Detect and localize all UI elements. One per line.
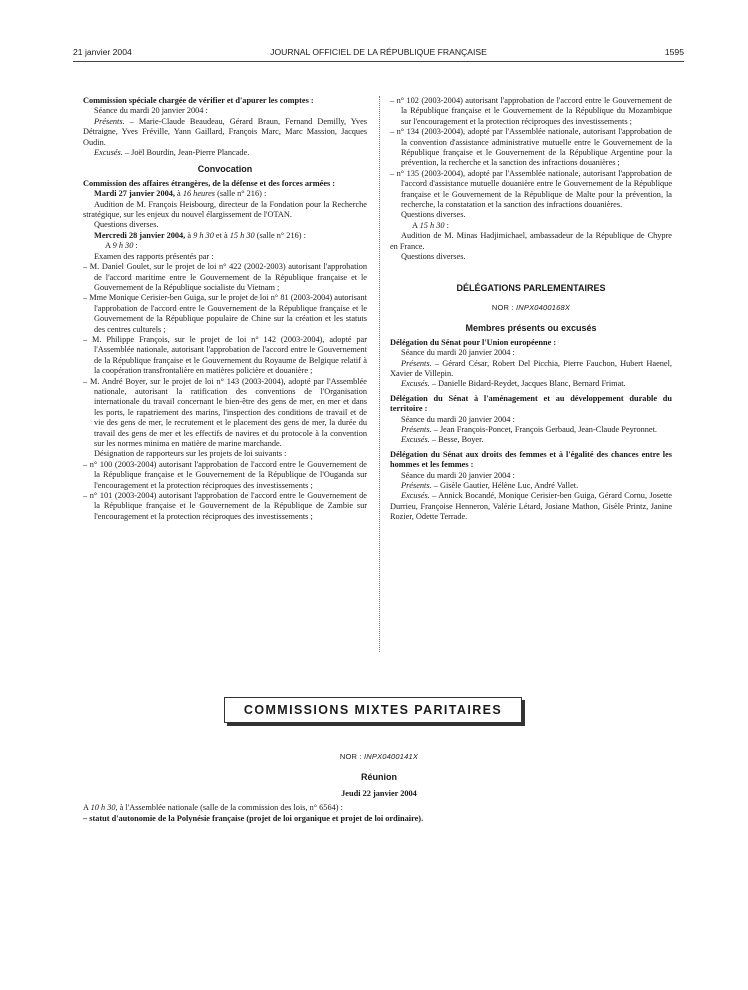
mercredi-room: (salle n° 216) : — [254, 230, 306, 240]
projet-item: – n° 100 (2003-2004) autorisant l'approbation de l'accord entre le Gouvernement de la République française et le Gouvernement de la République de l'Ouganda sur l'encouragement et la protection réciproques des investissements ; — [83, 459, 367, 490]
commissions-mixtes-paritaires-box — [224, 697, 522, 723]
excuses-label: Excusés. — [401, 435, 430, 445]
membres-heading: Membres présents ou excusés — [465, 323, 597, 334]
delegation-presents — [390, 359, 672, 380]
commissions-mixtes-paritaires-title: COMMISSIONS MIXTES PARITAIRES — [243, 702, 503, 717]
commission-speciale-presents — [83, 117, 367, 148]
presents-label: Présents. — [401, 481, 432, 490]
delegation-presents — [390, 425, 672, 435]
nor-label: NOR : — [339, 752, 364, 761]
convocation-heading: Convocation — [197, 164, 253, 175]
mardi-line — [83, 189, 367, 199]
mercredi-date: Mercredi 28 janvier 2004, — [94, 230, 186, 240]
delegation-seance: Séance du mardi 20 janvier 2004 : — [401, 414, 515, 424]
mardi-sep: à — [174, 189, 183, 199]
mardi-room: (salle n° 216) : — [215, 189, 267, 199]
excuses-names: – Danielle Bidard-Reydet, Jacques Blanc, Bernard Frimat. — [429, 379, 626, 389]
reunion-heading: Réunion — [361, 772, 397, 783]
a-1530-line — [390, 221, 672, 231]
a-930-time: 9 h 30 — [112, 241, 134, 251]
presents-names: – Marie-Claude Beaudeau, Gérard Braun, Fernand Demilly, Yves Détraigne, Yves Fréville, Yann Gaillard, François Marc, Marc Massion, Jacques Oudin. — [83, 116, 367, 147]
reunion-time: 10 h 30 — [90, 803, 116, 813]
excuses-label: Excusés. — [401, 379, 430, 389]
rapport-item: – M. Daniel Goulet, sur le projet de loi n° 422 (2002-2003) autorisant l'approbation de l'accord maritime entre le Gouvernement de la République française et le Gouvernement de la République socialiste du Vietnam ; — [83, 262, 367, 292]
presents-label: Présents. — [401, 358, 432, 368]
left-column — [83, 96, 367, 522]
delegation-title: Délégation du Sénat aux droits des femmes et à l'égalité des chances entre les hommes et les femmes : — [390, 449, 672, 470]
rapport-item: – M. André Boyer, sur le projet de loi n° 143 (2003-2004), adopté par l'Assemblée nationale, autorisant la ratification des conventions de l'Organisation internationale du travail concernant le bien-être des gens de mer, en mer et dans les ports, le rapatriement des marins, l'inspection des conditions de travail et de vie des gens de mer, le recrutement et le placement des gens de mer, la durée du travail des gens de mer et les effectifs de navires et du protocole à la convention sur les normes minima en matière de marine marchande. — [83, 376, 367, 448]
a-930-prefix: A — [105, 241, 113, 251]
presents-names: – Gisèle Gautier, Hélène Luc, André Vallet. — [431, 481, 579, 490]
nor-line-2 — [83, 752, 675, 762]
affaires-etrangeres-title: Commission des affaires étrangères, de la défense et des forces armées : — [83, 178, 336, 188]
commission-speciale-excuses — [83, 148, 367, 158]
mercredi-line — [83, 231, 367, 241]
excuses-names: – Joël Bourdin, Jean-Pierre Plancade. — [122, 148, 250, 158]
delegation-title: Délégation du Sénat à l'aménagement et au développement durable du territoire : — [390, 393, 672, 414]
excuses-label: Excusés. — [401, 491, 430, 501]
commission-speciale-seance: Séance du mardi 20 janvier 2004 : — [94, 106, 208, 116]
projet-item: – n° 134 (2003-2004), adopté par l'Assemblée nationale, autorisant l'approbation de la convention d'assistance administrative mutuelle entre le Gouvernement de la République française et le Gouvernement de la République Argentine pour la prévention, la recherche et la sanction des infractions douanières ; — [390, 127, 672, 168]
delegation-seance: Séance du mardi 20 janvier 2004 : — [401, 470, 515, 480]
delegations-heading: DÉLÉGATIONS PARLEMENTAIRES — [456, 282, 606, 293]
header-title: JOURNAL OFFICIEL DE LA RÉPUBLIQUE FRANÇAISE — [270, 47, 487, 57]
rapport-item: – Mme Monique Cerisier-ben Guiga, sur le projet de loi n° 81 (2003-2004) autorisant l'approbation de l'accord entre le Gouvernement de la République française et le Gouvernement de la République populaire de Chine sur la création et les statuts des centres culturels ; — [83, 293, 367, 334]
excuses-names: – Besse, Boyer. — [429, 435, 484, 445]
rapport-item: – M. Philippe François, sur le projet de loi n° 142 (2003-2004), adopté par l'Assemblée nationale, autorisant l'approbation de l'accord entre le Gouvernement de la République française et le Gouvernement du Royaume de Belgique relatif à la coopération transfrontalière en matières policière et douanière ; — [83, 334, 367, 376]
reunion-date: Jeudi 22 janvier 2004 — [341, 788, 417, 798]
mardi-date: Mardi 27 janvier 2004, — [94, 189, 175, 199]
examen-line: Examen des rapports présentés par : — [94, 251, 214, 261]
questions-diverses-1: Questions diverses. — [94, 220, 159, 230]
page-header — [73, 47, 684, 61]
questions-diverses-2: Questions diverses. — [401, 210, 466, 220]
mardi-time: 16 heures — [182, 189, 215, 199]
bottom-section — [83, 752, 675, 824]
mercredi-time-2: 15 h 30 — [229, 230, 255, 240]
mercredi-time-1: 9 h 30 — [193, 230, 214, 240]
nor-code: INPX0400168X — [516, 302, 571, 312]
delegation-presents — [390, 481, 672, 491]
presents-names: – Gérard César, Robert Del Picchia, Pierre Fauchon, Hubert Haenel, Xavier de Villepin. — [390, 358, 672, 378]
audition-heisbourg: Audition de M. François Heisbourg, directeur de la Fondation pour la Recherche stratégique, sur les enjeux du nouvel élargissement de l'OTAN. — [83, 199, 367, 220]
delegation-block — [390, 394, 672, 446]
projet-item: – n° 101 (2003-2004) autorisant l'approbation de l'accord entre le Gouvernement de la République française et le Gouvernement de la République de Zambie sur l'encouragement et la protection réciproques des investissements ; — [83, 491, 367, 521]
reunion-prefix: A — [83, 803, 91, 813]
column-divider — [379, 96, 380, 652]
presents-names: – Jean François-Poncet, François Gerbaud, Jean-Claude Peyronnet. — [431, 424, 657, 434]
delegation-excuses — [390, 435, 672, 445]
delegation-excuses — [390, 491, 672, 522]
right-column — [390, 96, 672, 523]
reunion-place: , à l'Assemblée nationale (salle de la commission des lois, n° 6564) : — [115, 803, 343, 813]
excuses-names: – Annick Bocandé, Monique Cerisier-ben Guiga, Gérard Cornu, Josette Durrieu, Françoise Henneron, Valérie Létard, Josiane Mathon, Gisèle Printz, Janine Rozier, Odette Terrade. — [390, 491, 672, 522]
commission-speciale-title: Commission spéciale chargée de vérifier et d'apurer les comptes : — [83, 96, 314, 105]
header-rule — [73, 61, 684, 62]
mercredi-sep-2: et à — [213, 230, 230, 240]
designation-line: Désignation de rapporteurs sur les projets de loi suivants : — [94, 449, 287, 459]
delegation-seance: Séance du mardi 20 janvier 2004 : — [401, 348, 515, 358]
reunion-line-2: – statut d'autonomie de la Polynésie française (projet de loi organique et projet de loi ordinaire). — [83, 813, 424, 823]
reunion-line-1 — [83, 803, 675, 813]
header-page-number: 1595 — [664, 47, 684, 57]
audition-hadjimichael: Audition de M. Minas Hadjimichael, ambassadeur de la République de Chypre en France. — [390, 231, 672, 251]
projet-item: – n° 102 (2003-2004) autorisant l'approbation de l'accord entre le Gouvernement de la République française et le Gouvernement de la République du Mozambique sur l'encouragement et la protection réciproques des investissements ; — [390, 96, 672, 126]
header-date: 21 janvier 2004 — [73, 47, 132, 57]
delegation-title: Délégation du Sénat pour l'Union européenne : — [390, 337, 557, 347]
a-930-line — [83, 241, 367, 251]
delegation-block — [390, 450, 672, 523]
a-1530-time: 15 h 30 — [419, 220, 445, 230]
projet-item: – n° 135 (2003-2004), adopté par l'Assemblée nationale, autorisant l'approbation de l'accord d'assistance mutuelle douanière entre le Gouvernement de la République française et le Gouvernement de la République de Malte pour la prévention, la recherche, la constatation et la sanction des infractions douanières. — [390, 168, 672, 210]
nor-code: INPX0400141X — [364, 752, 419, 761]
mercredi-sep: à — [185, 230, 194, 240]
excuses-label: Excusés. — [94, 148, 123, 158]
a-1530-prefix: A — [412, 220, 420, 230]
a-930-suffix: : — [133, 241, 138, 251]
delegation-excuses — [390, 379, 672, 389]
questions-diverses-3: Questions diverses. — [401, 252, 466, 262]
nor-line-1 — [390, 303, 672, 313]
a-1530-suffix: : — [444, 220, 449, 230]
presents-label: Présents. — [94, 116, 125, 126]
presents-label: Présents. — [401, 424, 432, 434]
delegation-block — [390, 338, 672, 390]
nor-label: NOR : — [491, 302, 516, 312]
